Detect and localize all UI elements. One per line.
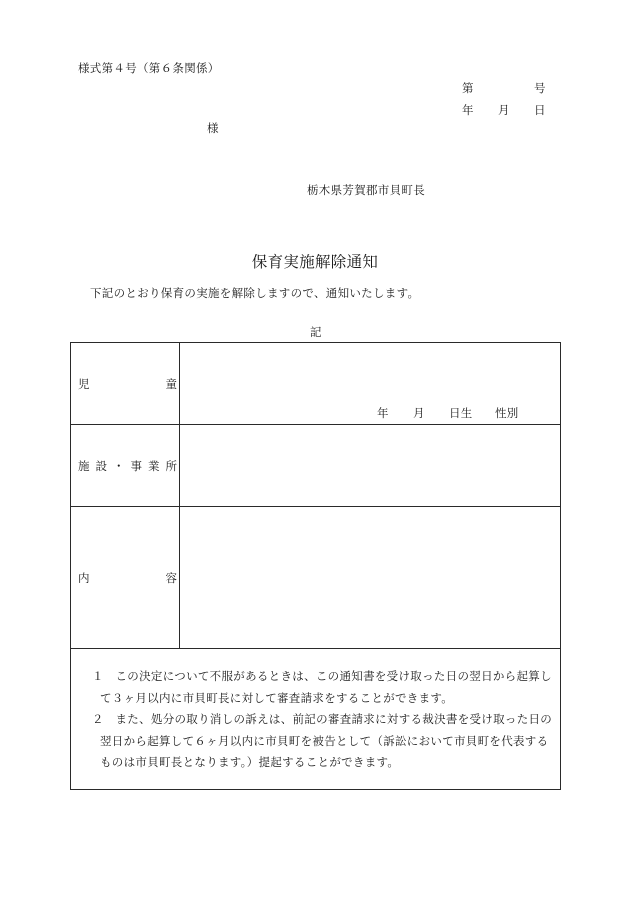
label-character: 設 [95, 458, 107, 473]
form-number: 様式第４号（第６条関係） [78, 61, 220, 75]
label-character: 内 [78, 570, 90, 585]
content-label [78, 572, 177, 584]
notice-table [70, 342, 561, 790]
content-value-cell [180, 507, 560, 648]
note-2-line-1: また、処分の取り消しの訴えは、前記の審査請求に対する裁決書を受け取った日の [115, 712, 553, 726]
facility-label [78, 460, 177, 472]
note-2-number: ２ [92, 712, 104, 726]
content-label-cell [71, 507, 180, 648]
issuer-name: 栃木県芳賀郡市貝町長 [307, 183, 425, 197]
notes-block [71, 649, 560, 774]
note-2-first-line [92, 709, 560, 731]
child-row [71, 343, 560, 425]
intro-text: 下記のとおり保育の実施を解除しますので、通知いたします。 [90, 286, 420, 300]
child-label [78, 378, 177, 390]
note-1-number: １ [92, 669, 104, 683]
label-character: 童 [165, 376, 177, 391]
ki-heading: 記 [310, 325, 322, 339]
child-value-cell [180, 343, 560, 424]
label-character: 容 [165, 570, 177, 585]
issue-date-year: 年 [462, 103, 474, 117]
birth-day-label: 日生 [449, 406, 473, 420]
note-1-line-2: て３ヶ月以内に市貝町長に対して審査請求をすることができます。 [100, 690, 454, 705]
birth-month-label: 月 [413, 406, 425, 420]
birth-year-label: 年 [377, 406, 389, 420]
issue-number-prefix: 第 [462, 81, 474, 95]
note-2-line-3: ものは市貝町長となります。）提起することができます。 [100, 755, 400, 769]
label-character: 児 [78, 376, 90, 391]
note-2-line-2: 翌日から起算して６ヶ月以内に市貝町を被告として（訴訟において市貝町を代表する [100, 733, 549, 748]
addressee-suffix: 様 [207, 121, 219, 135]
content-row [71, 507, 560, 649]
note-1-line-1: この決定について不服があるときは、この通知書を受け取った日の翌日から起算し [115, 669, 552, 683]
facility-row [71, 425, 560, 507]
label-character: 施 [78, 458, 90, 473]
note-1-first-line [92, 666, 560, 688]
issue-date-day: 日 [534, 103, 546, 117]
document-title: 保育実施解除通知 [251, 253, 379, 271]
facility-value-cell [180, 425, 560, 506]
label-character: 所 [165, 458, 177, 473]
notes-row [71, 649, 560, 789]
facility-label-cell [71, 425, 180, 506]
label-character: 業 [148, 458, 160, 473]
child-label-cell [71, 343, 180, 424]
issue-date-month: 月 [498, 103, 510, 117]
label-character: 事 [130, 458, 142, 473]
label-character: ・ [113, 458, 125, 473]
issue-number-suffix: 号 [534, 81, 546, 95]
sex-label: 性別 [495, 406, 519, 420]
